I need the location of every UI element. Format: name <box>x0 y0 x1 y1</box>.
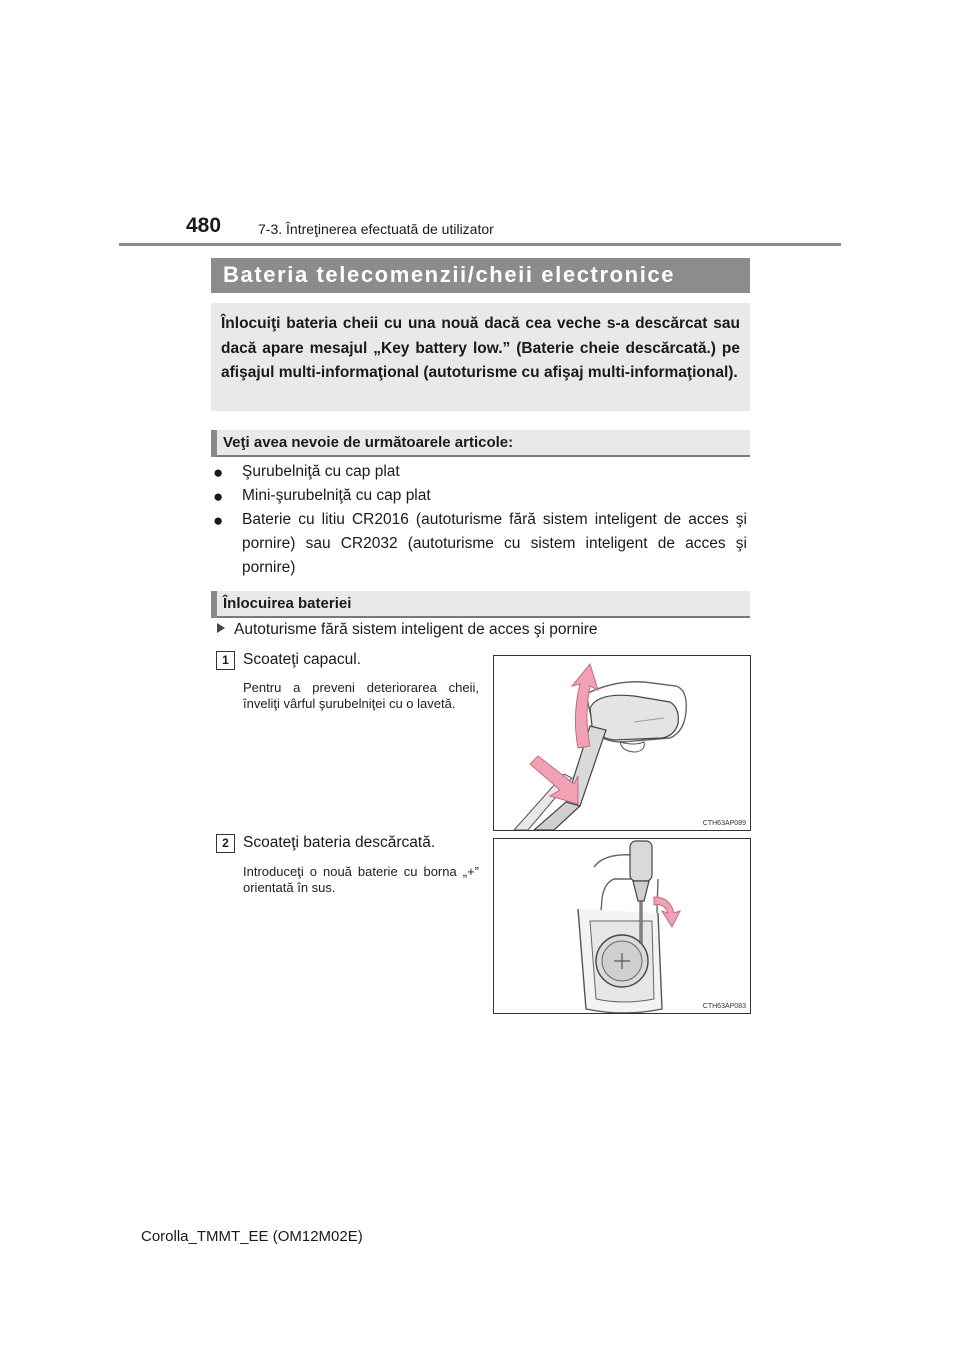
step-number-2: 2 <box>216 834 235 853</box>
step-title-2: Scoateţi bateria descărcată. <box>243 834 436 851</box>
step-number-1: 1 <box>216 651 235 670</box>
section-title: 7-3. Întreţinerea efectuată de utilizator <box>258 221 494 237</box>
bullet-icon: ● <box>213 487 224 506</box>
intro-text: Înlocuiţi bateria cheii cu una nouă dacă cea veche s-a descărcat sau dacă apare mesajul „Key battery low.” (Baterie cheie descărcată.) pe afişajul multi-informaţional (autoturisme cu afişaj multi-informaţional). <box>221 315 740 381</box>
intro-box <box>211 303 750 411</box>
bullet-icon: ● <box>213 463 224 482</box>
header-divider <box>119 243 841 246</box>
bullet-icon: ● <box>213 511 224 530</box>
needs-heading: Veţi avea nevoie de următoarele articole: <box>223 434 514 451</box>
main-heading: Bateria telecomenzii/cheii electronice <box>223 262 676 287</box>
figure-code: CTH63AP083 <box>702 1003 746 1010</box>
key-cover-removal-figure <box>493 655 751 831</box>
figure-code: CTH63AP089 <box>702 820 746 827</box>
page-number: 480 <box>186 214 222 237</box>
needs-list <box>211 460 747 580</box>
key-cover-illustration <box>494 656 750 830</box>
needs-heading-bar <box>211 430 750 457</box>
list-item: ● Baterie cu litiu CR2016 (autoturisme fără sistem inteligent de acces şi pornire) sau CR2032 (autoturisme cu sistem inteligent de acces şi pornire) <box>213 511 747 576</box>
replace-heading: Înlocuirea bateriei <box>223 595 352 612</box>
list-item: ● Şurubelniţă cu cap plat <box>211 460 747 484</box>
step-note-1: Pentru a preveni deteriorarea cheii, înveliţi vârful şurubelniţei cu o lavetă. <box>243 680 479 711</box>
variant-label: Autoturisme fără sistem inteligent de acces şi pornire <box>217 621 598 639</box>
step-note-2: Introduceţi o nouă baterie cu borna „+” orientată în sus. <box>243 864 479 895</box>
triangle-icon <box>217 623 225 633</box>
battery-illustration <box>494 839 750 1013</box>
footer-model-code: Corolla_TMMT_EE (OM12M02E) <box>141 1228 363 1245</box>
replace-heading-bar <box>211 591 750 618</box>
step-title-1: Scoateţi capacul. <box>243 651 362 668</box>
list-item: ● Mini-şurubelniţă cu cap plat <box>211 484 747 508</box>
main-heading-bar <box>211 258 750 293</box>
battery-removal-figure <box>493 838 751 1014</box>
